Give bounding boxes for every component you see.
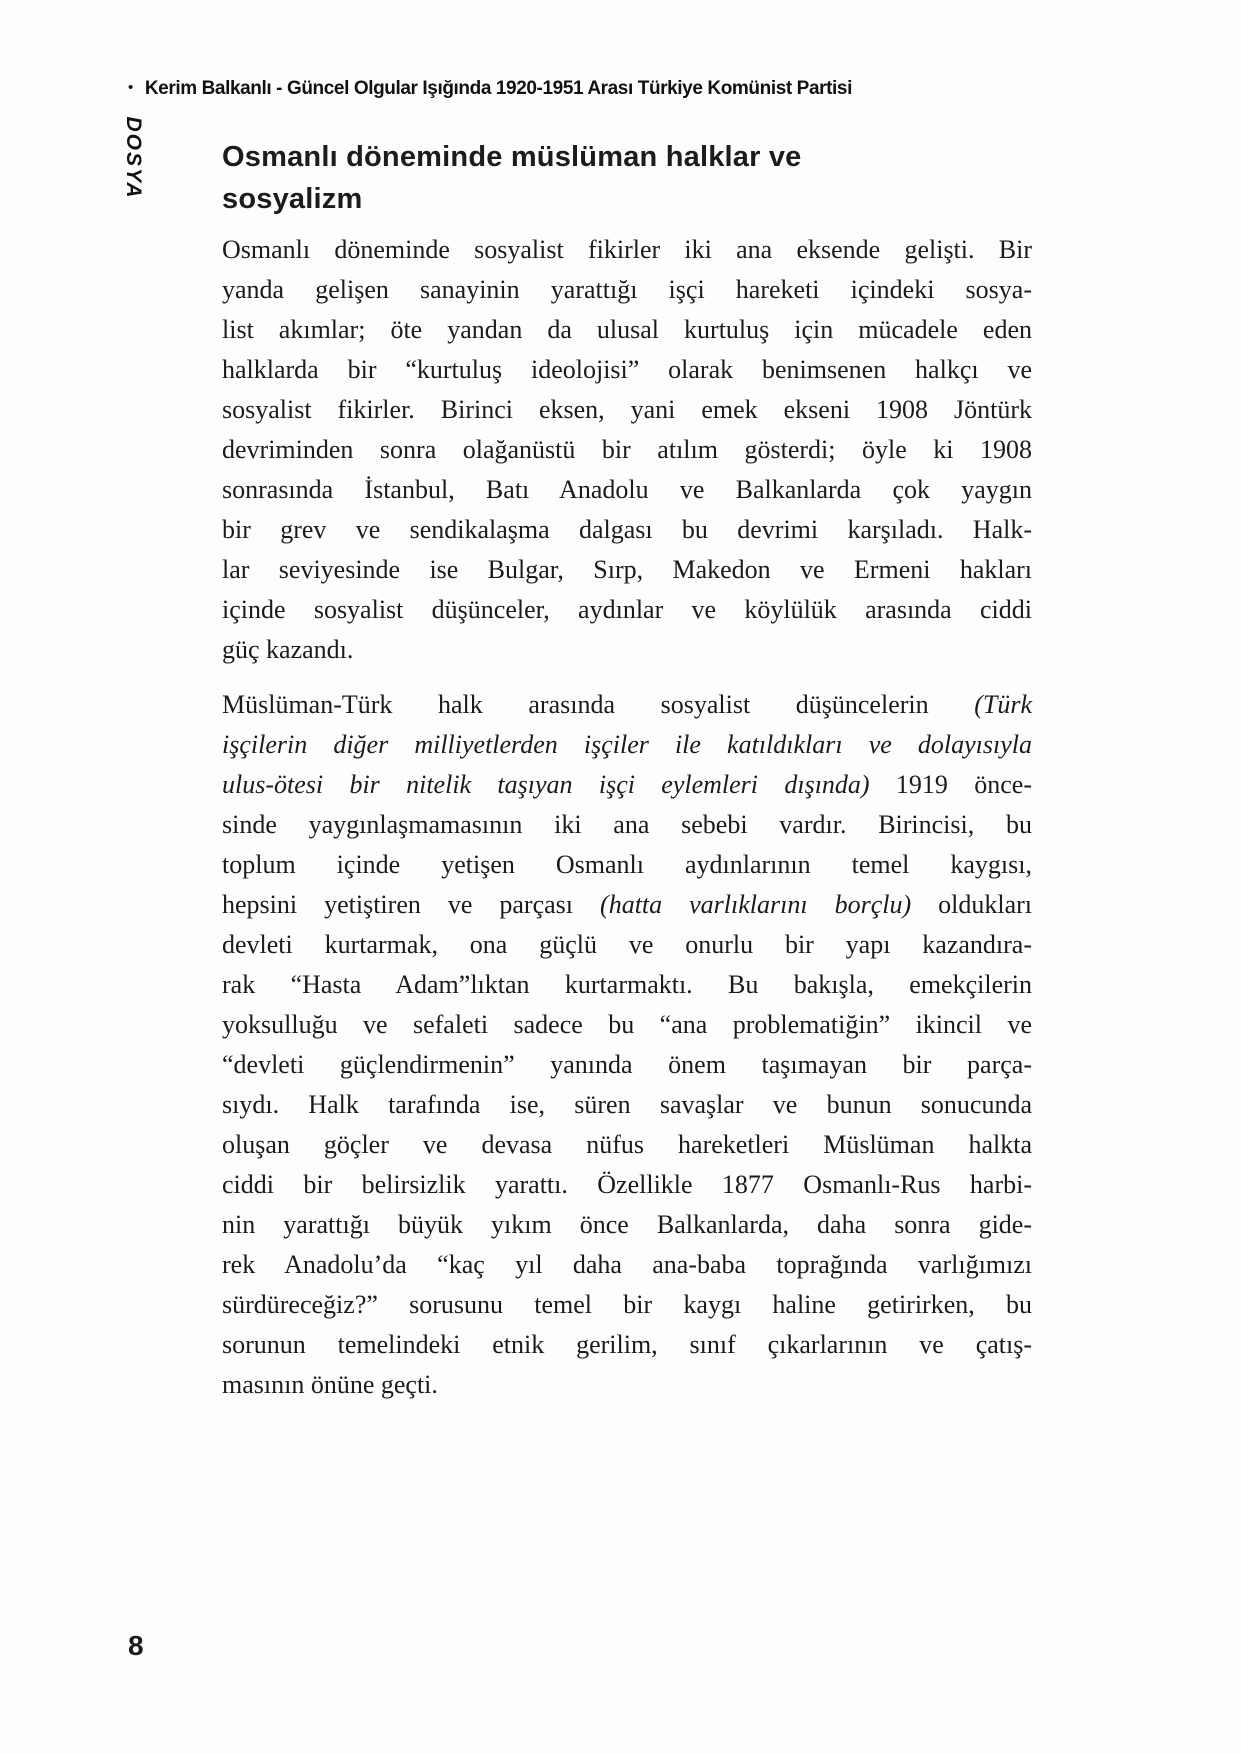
text-line: sosyalist fikirler. Birinci eksen, yani emek ekseni 1908 Jöntürk	[222, 395, 1032, 424]
text-line: güç kazandı.	[222, 635, 354, 664]
text-line: ciddi bir belirsizlik yarattı. Özellikle 1877 Osmanlı-Rus harbi-	[222, 1170, 1032, 1199]
text-line: oluşan göçler ve devasa nüfus hareketleri Müslüman halkta	[222, 1130, 1032, 1159]
page-header	[128, 78, 852, 100]
text-line: list akımlar; öte yandan da ulusal kurtuluş için mücadele eden	[222, 315, 1032, 344]
header-author: Kerim Balkanlı	[144, 78, 272, 99]
section-heading-line-1: Osmanlı döneminde müslüman halklar ve	[222, 141, 802, 173]
text-line: sıydı. Halk tarafında ise, süren savaşlar ve bunun sonucunda	[222, 1090, 1032, 1119]
text-line: sürdüreceğiz?” sorusunu temel bir kaygı haline getirirken, bu	[222, 1290, 1032, 1319]
text-line: devriminden sonra olağanüstü bir atılım gösterdi; öyle ki 1908	[222, 435, 1032, 464]
text-line: ulus-ötesi bir nitelik taşıyan işçi eylemleri dışında) 1919 önce-	[222, 770, 1032, 799]
header-separator: -	[271, 78, 287, 99]
text-line: hepsini yetiştiren ve parçası (hatta varlıklarını borçlu) oldukları	[222, 890, 1032, 919]
section-tag-vertical: DOSYA	[122, 116, 145, 200]
paragraph	[222, 685, 1032, 1405]
header-book-title: Güncel Olgular Işığında 1920-1951 Arası Türkiye Komünist Partisi	[286, 78, 852, 99]
paragraph	[222, 230, 1032, 670]
text-line: sorunun temelindeki etnik gerilim, sınıf çıkarlarının ve çatış-	[222, 1330, 1032, 1359]
text-line: masının önüne geçti.	[222, 1370, 438, 1399]
section-heading	[222, 136, 802, 220]
text-line: sonrasında İstanbul, Batı Anadolu ve Balkanlarda çok yaygın	[222, 475, 1032, 504]
text-line: yanda gelişen sanayinin yarattığı işçi hareketi içindeki sosya-	[222, 275, 1032, 304]
text-line: yoksulluğu ve sefaleti sadece bu “ana problematiğin” ikincil ve	[222, 1010, 1032, 1039]
text-line: içinde sosyalist düşünceler, aydınlar ve köylülük arasında ciddi	[222, 595, 1032, 624]
text-line: Osmanlı döneminde sosyalist fikirler iki ana eksende gelişti. Bir	[222, 235, 1032, 264]
text-line: Müslüman-Türk halk arasında sosyalist düşüncelerin (Türk	[222, 690, 1032, 719]
text-line: bir grev ve sendikalaşma dalgası bu devrimi karşıladı. Halk-	[222, 515, 1032, 544]
text-line: halklarda bir “kurtuluş ideolojisi” olarak benimsenen halkçı ve	[222, 355, 1032, 384]
text-line: rek Anadolu’da “kaç yıl daha ana-baba toprağında varlığımızı	[222, 1250, 1032, 1279]
page-number: 8	[128, 1630, 144, 1661]
section-heading-line-2: sosyalizm	[222, 183, 363, 215]
text-line: rak “Hasta Adam”lıktan kurtarmaktı. Bu bakışla, emekçilerin	[222, 970, 1032, 999]
text-line: devleti kurtarmak, ona güçlü ve onurlu bir yapı kazandıra-	[222, 930, 1032, 959]
text-line: nin yarattığı büyük yıkım önce Balkanlarda, daha sonra gide-	[222, 1210, 1032, 1239]
text-line: lar seviyesinde ise Bulgar, Sırp, Makedon ve Ermeni hakları	[222, 555, 1032, 584]
text-line: işçilerin diğer milliyetlerden işçiler ile katıldıkları ve dolayısıyla	[222, 730, 1032, 759]
header-bullet-icon: •	[128, 79, 133, 96]
body-paragraphs	[222, 230, 1032, 1405]
text-line: toplum içinde yetişen Osmanlı aydınlarının temel kaygısı,	[222, 850, 1032, 879]
text-line: sinde yaygınlaşmamasının iki ana sebebi vardır. Birincisi, bu	[222, 810, 1032, 839]
text-line: “devleti güçlendirmenin” yanında önem taşımayan bir parça-	[222, 1050, 1032, 1079]
